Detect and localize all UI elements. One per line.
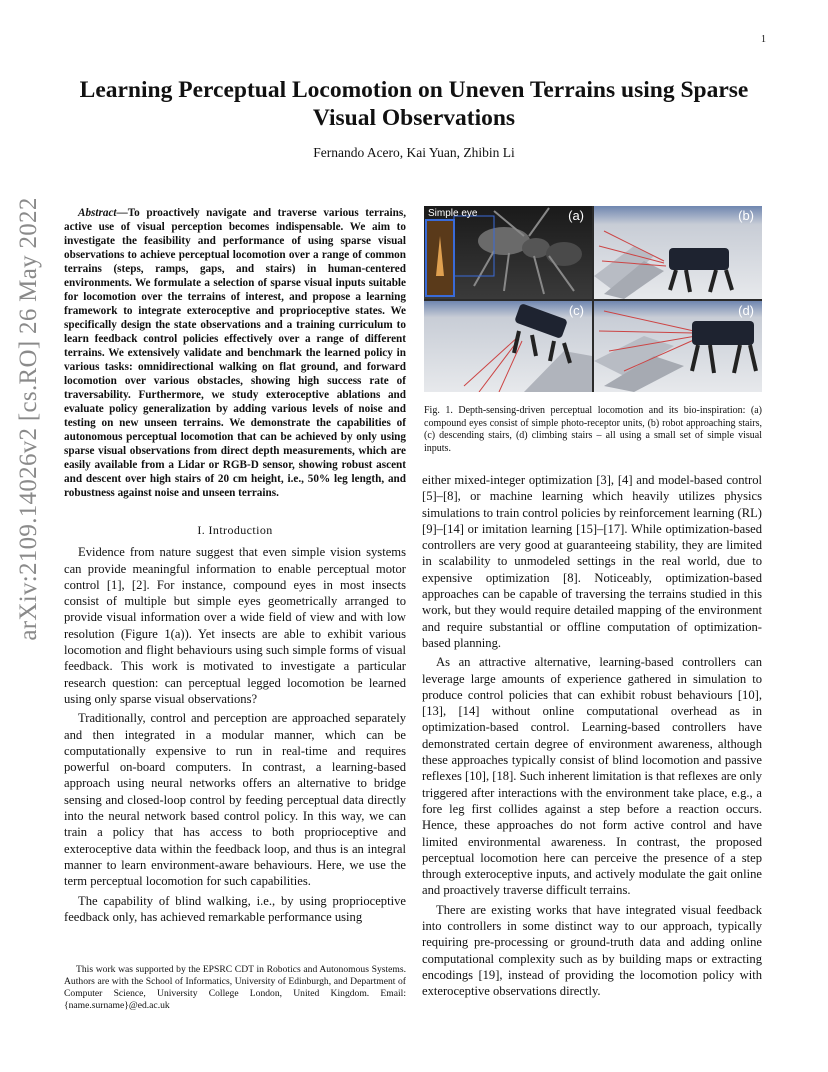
abstract xyxy=(64,206,406,500)
panel-d-label: (d) xyxy=(738,303,754,318)
panel-b-label: (b) xyxy=(738,208,754,223)
robot-stairs-c xyxy=(424,301,592,392)
left-column xyxy=(64,206,406,925)
figure-1 xyxy=(424,206,762,392)
body-paragraph-3: There are existing works that have integrated visual feedback into controllers in some distinct way to our approach, typically requiring pre-processing or ground-truth data and adding online computational complexity such as by building maps or extracting encodings [19], instead of providing the locomotion policy with exteroceptive observations directly. xyxy=(422,902,762,999)
panel-a-label: (a) xyxy=(568,208,584,223)
right-column xyxy=(422,472,762,1000)
robot-stairs-d xyxy=(594,301,762,392)
inset-label: Simple eye xyxy=(428,208,478,219)
figure-panel-d xyxy=(594,301,762,392)
abstract-label: Abstract xyxy=(78,207,117,219)
intro-paragraph-1: Evidence from nature suggest that even simple vision systems can provide meaningful information to enable perceptual motor control [1], [2]. For instance, compound eyes in most insects consist of multiple but simple eyes geometrically arranged to provide visual information over a wide field of view and with low resolution (Figure 1(a)). Yet insects are able to exhibit various locomotion and flight behaviours using such simple forms of visual feedback. This work is motivated to investigate a particular research question: can perceptual legged locomotion be learned using only sparse visual observations? xyxy=(64,545,406,706)
intro-paragraph-2: Traditionally, control and perception are approached separately and then integrated in a modular manner, which can be computationally expensive to run in real-time and requires powerful on-board computers. In contrast, a learning-based approach using neural networks offers an alternative to bridge sensing and closed-loop control by feeding perceptual data directly into the neural network based control policy. In this way, we can train a policy that has access to both proprioceptive and exteroceptive data within the feedback loop, and thus is an integral manner to learn environment-aware behaviours. Here, we use the term perceptual locomotion for such capabilities. xyxy=(64,711,406,889)
ant-illustration xyxy=(424,206,592,299)
page-number: 1 xyxy=(761,34,766,45)
arxiv-stamp: arXiv:2109.14026v2 [cs.RO] 26 May 2022 xyxy=(15,197,42,641)
abstract-text: —To proactively navigate and traverse various terrains, active use of visual perception becomes indispensable. We aim to investigate the feasibility and performance of using sparse visual observations to achieve perceptual locomotion over a range of common terrains (steps, ramps, gaps, and stairs) in human-centered environments. We formulate a selection of sparse visual inputs suitable for locomotion over the terrains of interest, and propose a learning framework to integrate exteroceptive and proprioceptive states. We specifically design the state observations and a training curriculum to learn feedback control policies effectively over a range of different terrains. We extensively validate and benchmark the learned policy in various tasks: omnidirectional walking on flat ground, and forward locomotion over various obstacles, showing high success rate of traversability. Furthermore, we study exteroceptive ablations and evaluate policy generalization by adding various levels of noise and testing on new unseen terrains. We demonstrate the capabilities of autonomous perceptual locomotion that can be achieved by only using sparse visual observations from direct depth measurements, which are easily available from a Lidar or RGB-D sensor, showing robust ascent and descent over high stairs of 20 cm height, i.e., 50% leg length, and robustness against noise and unseen terrains. xyxy=(64,207,406,499)
figure-panel-c xyxy=(424,301,592,392)
intro-paragraph-3: The capability of blind walking, i.e., by using proprioceptive feedback only, has achieved remarkable performance using xyxy=(64,893,406,924)
section-heading: I. Introduction xyxy=(197,523,273,537)
body-paragraph-2: As an attractive alternative, learning-based controllers can leverage large amounts of experience gathered in simulation to produce control policies that can exhibit robust behaviours [10], [13], [14] without online computational overhead as in optimization-based control. Learning-based controllers have demonstrated certain degree of environment awareness, although these approaches typically consist of blind locomotion and passive reflexes [10], [18]. Such inherent limitation is that reflexes are only triggered after interactions with the environment take place, e.g., a fore leg first collides against a step before a reaction occurs. Hence, these approaches do not form active control and have limited environmental awareness. In contrast, the proposed perceptual locomotion here can perceive the presence of a step through exteroceptive inputs, and actively modulate the gait online and proactively traverse difficult terrains. xyxy=(422,655,762,898)
body-paragraph-1: either mixed-integer optimization [3], [4] and model-based control [5]–[8], or machine learning which heavily utilizes physics simulations to train control policies by reinforcement learning (RL) [9]–[14] or imitation learning [15]–[17]. While optimization-based controllers are very good at guaranteeing stability, they are limited in scalability to unmodeled settings in the real world, due to expensive optimization [8]. Noticeably, optimization-based approaches can be capable of traversing the terrains studied in this work, but they would require detailed mapping of the environment and require substantial or offline computation of optimization-based planning. xyxy=(422,473,762,650)
figure-caption: Fig. 1. Depth-sensing-driven perceptual locomotion and its bio-inspiration: (a) compound eyes consist of simple photo-receptor units, (b) robot approaching stairs, (c) descending stairs, (d) climbing stairs – all using a small set of simple visual inputs. xyxy=(424,405,762,454)
figure-panel-b xyxy=(594,206,762,299)
figure-panel-a xyxy=(424,206,592,299)
authors: Fernando Acero, Kai Yuan, Zhibin Li xyxy=(313,145,515,160)
robot-stairs-b xyxy=(594,206,762,299)
panel-c-label: (c) xyxy=(568,303,584,318)
paper-title: Learning Perceptual Locomotion on Uneven Terrains using Sparse Visual Observations xyxy=(79,77,749,131)
footnote: This work was supported by the EPSRC CDT in Robotics and Autonomous Systems. Authors are with the School of Informatics, University of Edinburgh, and Department of Computer Science, University College London, United Kingdom. Email: {name.surname}@ed.ac.uk xyxy=(64,964,406,1011)
